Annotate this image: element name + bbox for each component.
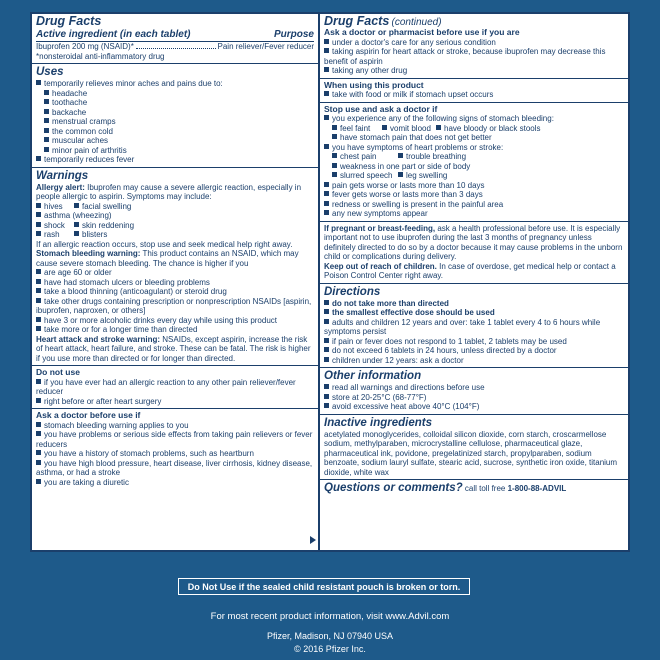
ask-pharmacist-title: Ask a doctor or pharmacist before use if you are <box>324 27 520 37</box>
uses-fever: temporarily reduces fever <box>36 155 314 165</box>
warnings-title: Warnings <box>36 169 89 182</box>
bullet-icon <box>36 422 41 427</box>
list-item: you have high blood pressure, heart disease, liver cirrhosis, kidney disease, asthma, or had a stroke <box>36 458 313 477</box>
list-item: are age 60 or older <box>36 268 314 278</box>
bullet-icon <box>398 172 403 177</box>
bullet-icon <box>324 191 329 196</box>
drug-facts-panel <box>30 12 630 552</box>
bullet-icon <box>36 222 41 227</box>
address-text: Pfizer, Madison, NJ 07940 USA <box>266 631 394 641</box>
uses-title: Uses <box>36 66 64 78</box>
bullet-icon <box>324 384 329 389</box>
bullet-icon <box>398 153 403 158</box>
bullet-icon <box>332 153 337 158</box>
list-item: stomach bleeding warning applies to you <box>36 421 314 431</box>
bullet-icon <box>44 109 49 114</box>
bullet-icon <box>382 125 387 130</box>
bullet-icon <box>44 90 49 95</box>
list-item: you experience any of the following signs of stomach bleeding: <box>324 114 624 124</box>
stop-use-section <box>320 103 628 222</box>
list-item: taking aspirin for heart attack or stroke, because ibuprofen may decrease this benefit of aspirin <box>324 47 606 66</box>
list-item: you have problems or serious side effects from taking pain relievers or fever reducers <box>36 430 313 449</box>
bullet-icon <box>324 394 329 399</box>
continue-arrow-icon <box>310 536 316 544</box>
list-item: any new symptoms appear <box>324 209 624 219</box>
bullet-icon <box>74 222 79 227</box>
list-item: toothache <box>44 98 314 108</box>
list-item: have 3 or more alcoholic drinks every day while using this product <box>36 316 314 326</box>
do-not-use-title: Do not use <box>36 367 80 377</box>
uses-intro: temporarily relieves minor aches and pains due to: <box>36 79 314 89</box>
bullet-icon <box>332 163 337 168</box>
bullet-icon <box>324 144 329 149</box>
bullet-icon <box>324 357 329 362</box>
nsaid-note: *nonsteroidal anti-inflammatory drug <box>36 51 165 61</box>
directions-title: Directions <box>324 285 381 298</box>
bullet-icon <box>332 172 337 177</box>
active-ingredient-header: Active ingredient (in each tablet) <box>36 29 191 40</box>
bullet-icon <box>324 403 329 408</box>
drug-facts-title: Drug Facts <box>36 14 102 28</box>
ask-doctor-title: Ask a doctor before use if <box>36 410 141 420</box>
bullet-icon <box>36 460 41 465</box>
bullet-icon <box>44 99 49 104</box>
list-item: right before or after heart surgery <box>36 397 314 407</box>
list-item: take more or for a longer time than directed <box>36 325 314 335</box>
uses-list <box>36 89 314 156</box>
ask-doctor-section <box>32 409 318 489</box>
bullet-icon <box>36 431 41 436</box>
bullet-icon <box>36 398 41 403</box>
pouch-warning-box: Do Not Use if the sealed child resistant pouch is broken or torn. <box>178 578 470 595</box>
list-item: minor pain of arthritis <box>44 146 314 156</box>
questions-section <box>320 480 628 497</box>
uses-section <box>32 64 318 168</box>
bullet-icon <box>74 203 79 208</box>
bullet-icon <box>436 125 441 130</box>
list-item: fever gets worse or lasts more than 3 days <box>324 190 624 200</box>
bullet-icon <box>36 80 41 85</box>
questions-title: Questions or comments? <box>324 482 463 494</box>
bullet-icon <box>324 300 329 305</box>
pregnancy-text: If pregnant or breast-feeding, ask a health professional before use. It is especially important not to use ibuprofen during the last 3 months of pregnancy unless definitely directed to do so by a doctor because it may cause problems in the unborn child or complications during delivery. <box>324 223 623 261</box>
bullet-icon <box>44 128 49 133</box>
list-item: adults and children 12 years and over: take 1 tablet every 4 to 6 hours while symptoms persist <box>324 317 601 336</box>
bleeding-signs: feel faint vomit blood have bloody or black stools have stomach pain that does not get better <box>324 124 624 143</box>
bullet-icon <box>36 479 41 484</box>
bullet-icon <box>36 298 41 303</box>
list-item: avoid excessive heat above 40°C (104°F) <box>324 402 624 412</box>
stop-use-title: Stop use and ask a doctor if <box>324 103 438 114</box>
bullet-icon <box>44 147 49 152</box>
right-column <box>320 14 628 550</box>
bullet-icon <box>36 317 41 322</box>
bullet-icon <box>36 279 41 284</box>
bullet-icon <box>324 319 329 324</box>
list-item: under a doctor's care for any serious condition <box>324 38 624 48</box>
pregnancy-section <box>320 222 628 284</box>
questions-text: call toll free <box>464 484 508 493</box>
allergy-alert: Allergy alert: Ibuprofen may cause a severe allergic reaction, especially in people allergic to aspirin. Symptoms may include: <box>36 182 302 201</box>
list-item: menstrual cramps <box>44 117 314 127</box>
bullet-icon <box>36 156 41 161</box>
heart-signs: chest pain trouble breathing weakness in one part or side of body slurred speech leg swelling <box>324 152 624 181</box>
when-using-section <box>320 79 628 103</box>
warnings-section <box>32 168 318 367</box>
bullet-icon <box>36 212 41 217</box>
bullet-icon <box>74 231 79 236</box>
bullet-icon <box>324 91 329 96</box>
bullet-icon <box>36 450 41 455</box>
bullet-icon <box>324 39 329 44</box>
list-item: if you have ever had an allergic reaction to any other pain reliever/fever reducer <box>36 377 296 396</box>
bullet-icon <box>324 67 329 72</box>
list-item: take other drugs containing prescription or nonprescription NSAIDs [aspirin, ibuprofen, naproxen, or others] <box>36 296 312 315</box>
product-info-text: For most recent product information, visit www.Advil.com <box>210 611 450 622</box>
allergy-after: If an allergic reaction occurs, stop use and seek medical help right away. <box>36 239 293 249</box>
copyright-text: © 2016 Pfizer Inc. <box>294 644 366 654</box>
drug-facts-continued-title: Drug Facts (continued) <box>324 14 442 28</box>
list-item: pain gets worse or lasts more than 10 days <box>324 181 624 191</box>
bullet-icon <box>44 137 49 142</box>
list-item: the smallest effective dose should be used <box>324 308 624 318</box>
inactive-section <box>320 415 628 481</box>
keep-out-text: Keep out of reach of children. In case of overdose, get medical help or contact a Poison Control Center right away. <box>324 261 616 280</box>
list-item: you have symptoms of heart problems or stroke: <box>324 143 624 153</box>
bullet-icon <box>324 48 329 53</box>
list-item: children under 12 years: ask a doctor <box>324 356 624 366</box>
bullet-icon <box>324 182 329 187</box>
other-info-section <box>320 368 628 415</box>
inactive-text: acetylated monoglycerides, colloidal silicon dioxide, corn starch, croscarmellose sodium, methylparaben, microcrystalline cellulose, pharmaceutical glaze, pharmaceutical ink, povidone, pregelatinized starch, propylparaben, sodium benzoate, sodium lauryl sulfate, stearic acid, sucrose, synthetic iron oxide, titanium dioxide, white wax <box>324 429 618 477</box>
leader-dots <box>136 42 216 49</box>
bullet-icon <box>324 115 329 120</box>
bullet-icon <box>324 338 329 343</box>
questions-phone: 1-800-88-ADVIL <box>507 484 567 493</box>
active-ingredient-section <box>32 14 318 64</box>
list-item: muscular aches <box>44 136 314 146</box>
purpose-header: Purpose <box>273 29 314 40</box>
bullet-icon <box>324 201 329 206</box>
bullet-icon <box>36 379 41 384</box>
left-column <box>32 14 320 550</box>
directions-section <box>320 284 628 369</box>
list-item: redness or swelling is present in the painful area <box>324 200 624 210</box>
ingredient: Ibuprofen 200 mg (NSAID)* <box>36 42 134 51</box>
bullet-icon <box>324 347 329 352</box>
list-item: backache <box>44 108 314 118</box>
ingredient-purpose: Pain reliever/Fever reducer <box>217 42 314 51</box>
heart-warning: Heart attack and stroke warning: NSAIDs, except aspirin, increase the risk of heart attack, heart failure, and stroke. These can be fatal. The risk is higher if you use more than directed or for longer than directed. <box>36 334 311 363</box>
list-item: do not exceed 6 tablets in 24 hours, unless directed by a doctor <box>324 346 624 356</box>
list-item: you have a history of stomach problems, such as heartburn <box>36 449 314 459</box>
allergy-symptoms: hives facial swelling asthma (wheezing) shock skin reddening rash blisters <box>36 202 314 240</box>
bullet-icon <box>324 210 329 215</box>
inactive-title: Inactive ingredients <box>324 416 433 429</box>
when-using-title: When using this product <box>324 79 424 90</box>
list-item: do not take more than directed <box>324 299 624 309</box>
list-item: read all warnings and directions before use <box>324 383 624 393</box>
list-item: have had stomach ulcers or bleeding problems <box>36 278 314 288</box>
other-info-title: Other information <box>324 370 422 382</box>
bullet-icon <box>44 118 49 123</box>
bullet-icon <box>36 326 41 331</box>
list-item: store at 20-25°C (68-77°F) <box>324 393 624 403</box>
stomach-warning: Stomach bleeding warning: This product contains an NSAID, which may cause severe stomach bleeding. The chance is higher if you <box>36 249 299 268</box>
list-item: headache <box>44 89 314 99</box>
bullet-icon <box>36 269 41 274</box>
list-item: you are taking a diuretic <box>36 478 314 488</box>
bullet-icon <box>36 231 41 236</box>
ask-pharmacist-section <box>320 14 628 79</box>
bullet-icon <box>332 125 337 130</box>
bullet-icon <box>324 309 329 314</box>
list-item: take a blood thinning (anticoagulant) or steroid drug <box>36 287 314 297</box>
list-item: if pain or fever does not respond to 1 tablet, 2 tablets may be used <box>324 337 624 347</box>
do-not-use-section <box>32 366 318 409</box>
bullet-icon <box>36 288 41 293</box>
bullet-icon <box>36 203 41 208</box>
list-item: taking any other drug <box>324 66 624 76</box>
list-item: the common cold <box>44 127 314 137</box>
stomach-list <box>36 268 314 335</box>
list-item: take with food or milk if stomach upset occurs <box>324 90 624 100</box>
bullet-icon <box>332 134 337 139</box>
